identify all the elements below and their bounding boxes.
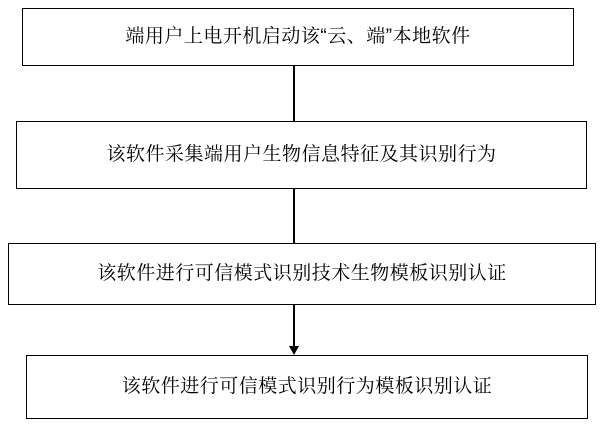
flow-node-step-3 bbox=[8, 243, 596, 305]
arrow-head-icon bbox=[289, 346, 299, 355]
flow-connector bbox=[293, 66, 295, 121]
connector-line bbox=[293, 189, 295, 243]
flow-connector bbox=[293, 189, 295, 243]
flow-node-step-1 bbox=[22, 8, 574, 66]
flow-node-step-4 bbox=[26, 355, 588, 419]
flow-connector bbox=[293, 305, 295, 355]
flow-node-label: 该软件进行可信模式识别技术生物模板识别认证 bbox=[97, 262, 507, 284]
flow-node-label: 端用户上电开机启动该“云、端”本地软件 bbox=[125, 25, 471, 47]
connector-line bbox=[293, 66, 295, 121]
connector-line bbox=[293, 305, 295, 347]
flow-node-step-2 bbox=[16, 121, 587, 189]
flow-node-label: 该软件采集端用户生物信息特征及其识别行为 bbox=[106, 143, 497, 165]
flow-node-label: 该软件进行可信模式识别行为模板识别认证 bbox=[121, 375, 493, 397]
